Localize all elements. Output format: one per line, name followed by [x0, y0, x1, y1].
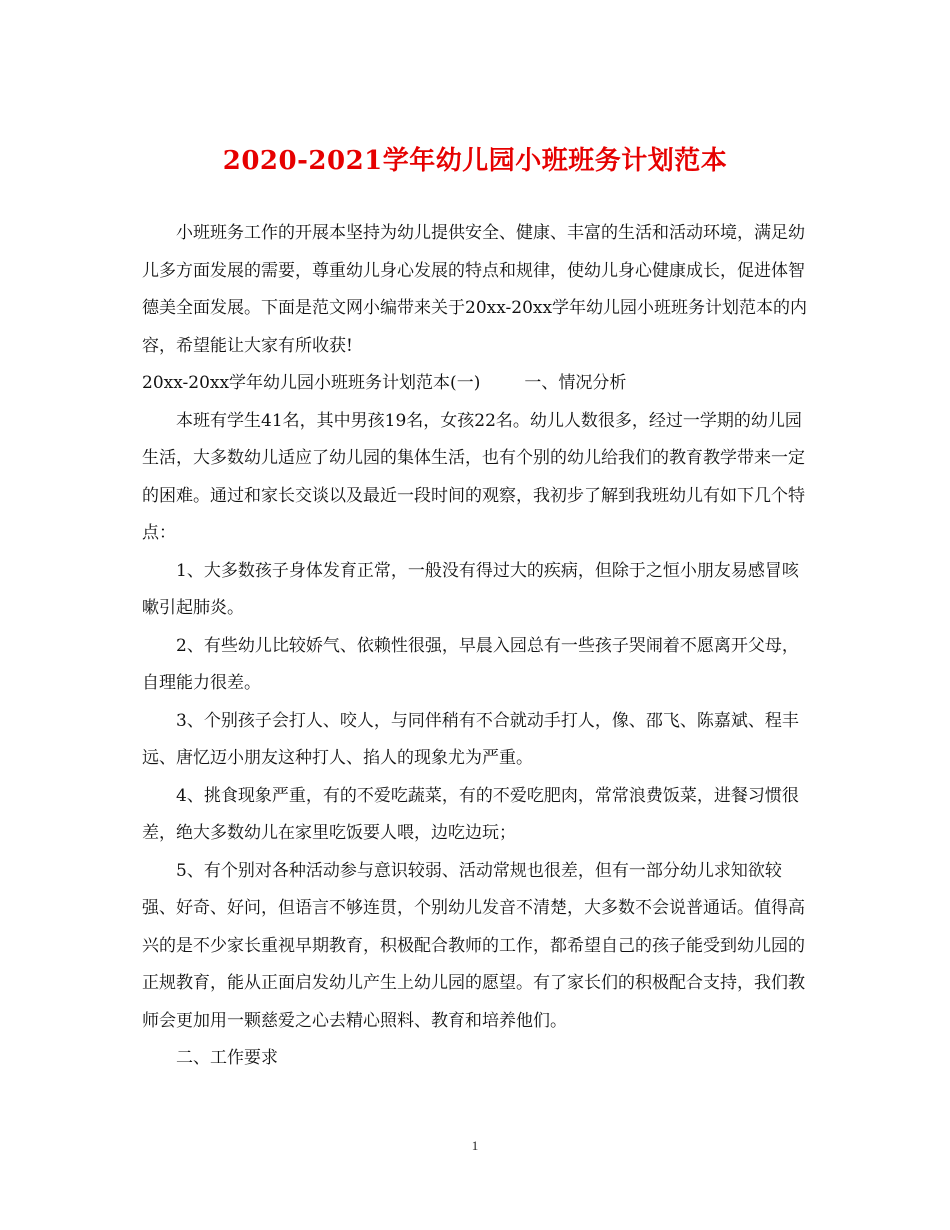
list-item: 3、个别孩子会打人、咬人，与同伴稍有不合就动手打人，像、邵飞、陈嘉斌、程丰远、唐忆迈小朋友这种打人、掐人的现象尤为严重。	[142, 710, 799, 768]
document-title: 2020-2021学年幼儿园小班班务计划范本	[222, 146, 728, 176]
subtitle-line	[142, 365, 812, 403]
list-item: 2、有些幼儿比较娇气、依赖性很强，早晨入园总有一些孩子哭闹着不愿离开父母，自理能力很差。	[142, 635, 799, 693]
intro-paragraph: 小班班务工作的开展本坚持为幼儿提供安全、健康、丰富的生活和活动环境，满足幼儿多方面发展的需要，尊重幼儿身心发展的特点和规律，使幼儿身心健康成长，促进体智德美全面发展。下面是范文网小编带来关于20xx-20xx学年幼儿园小班班务计划范本的内容，希望能让大家有所收获!	[142, 223, 808, 356]
page-number: 1	[471, 1138, 479, 1153]
section-heading-2: 二、工作要求	[176, 1048, 278, 1068]
list-item: 1、大多数孩子身体发育正常，一般没有得过大的疾病，但除于之恒小朋友易感冒咳嗽引起肺炎。	[142, 560, 799, 618]
class-overview-paragraph: 本班有学生41名，其中男孩19名，女孩22名。幼儿人数很多，经过一学期的幼儿园生活，大多数幼儿适应了幼儿园的集体生活，也有个别的幼儿给我们的教育教学带来一定的困难。通过和家长交谈以及最近一段时间的观察，我初步了解到我班幼儿有如下几个特点：	[142, 410, 805, 543]
section-heading-1: 一、情况分析	[524, 373, 627, 393]
list-item: 5、有个别对各种活动参与意识较弱、活动常规也很差，但有一部分幼儿求知欲较强、好奇、好问，但语言不够连贯，个别幼儿发音不清楚，大多数不会说普通话。值得高兴的是不少家长重视早期教育，积极配合教师的工作，都希望自己的孩子能受到幼儿园的正规教育，能从正面启发幼儿产生上幼儿园的愿望。有了家长们的积极配合支持，我们教师会更加用一颗慈爱之心去精心照料、教育和培养他们。	[142, 860, 805, 1031]
subtitle: 20xx-20xx学年幼儿园小班班务计划范本(一)	[142, 373, 481, 393]
list-item: 4、挑食现象严重，有的不爱吃蔬菜，有的不爱吃肥肉，常常浪费饭菜，进餐习惯很差，绝大多数幼儿在家里吃饭要人喂，边吃边玩；	[142, 785, 799, 843]
document-body	[142, 215, 812, 1078]
